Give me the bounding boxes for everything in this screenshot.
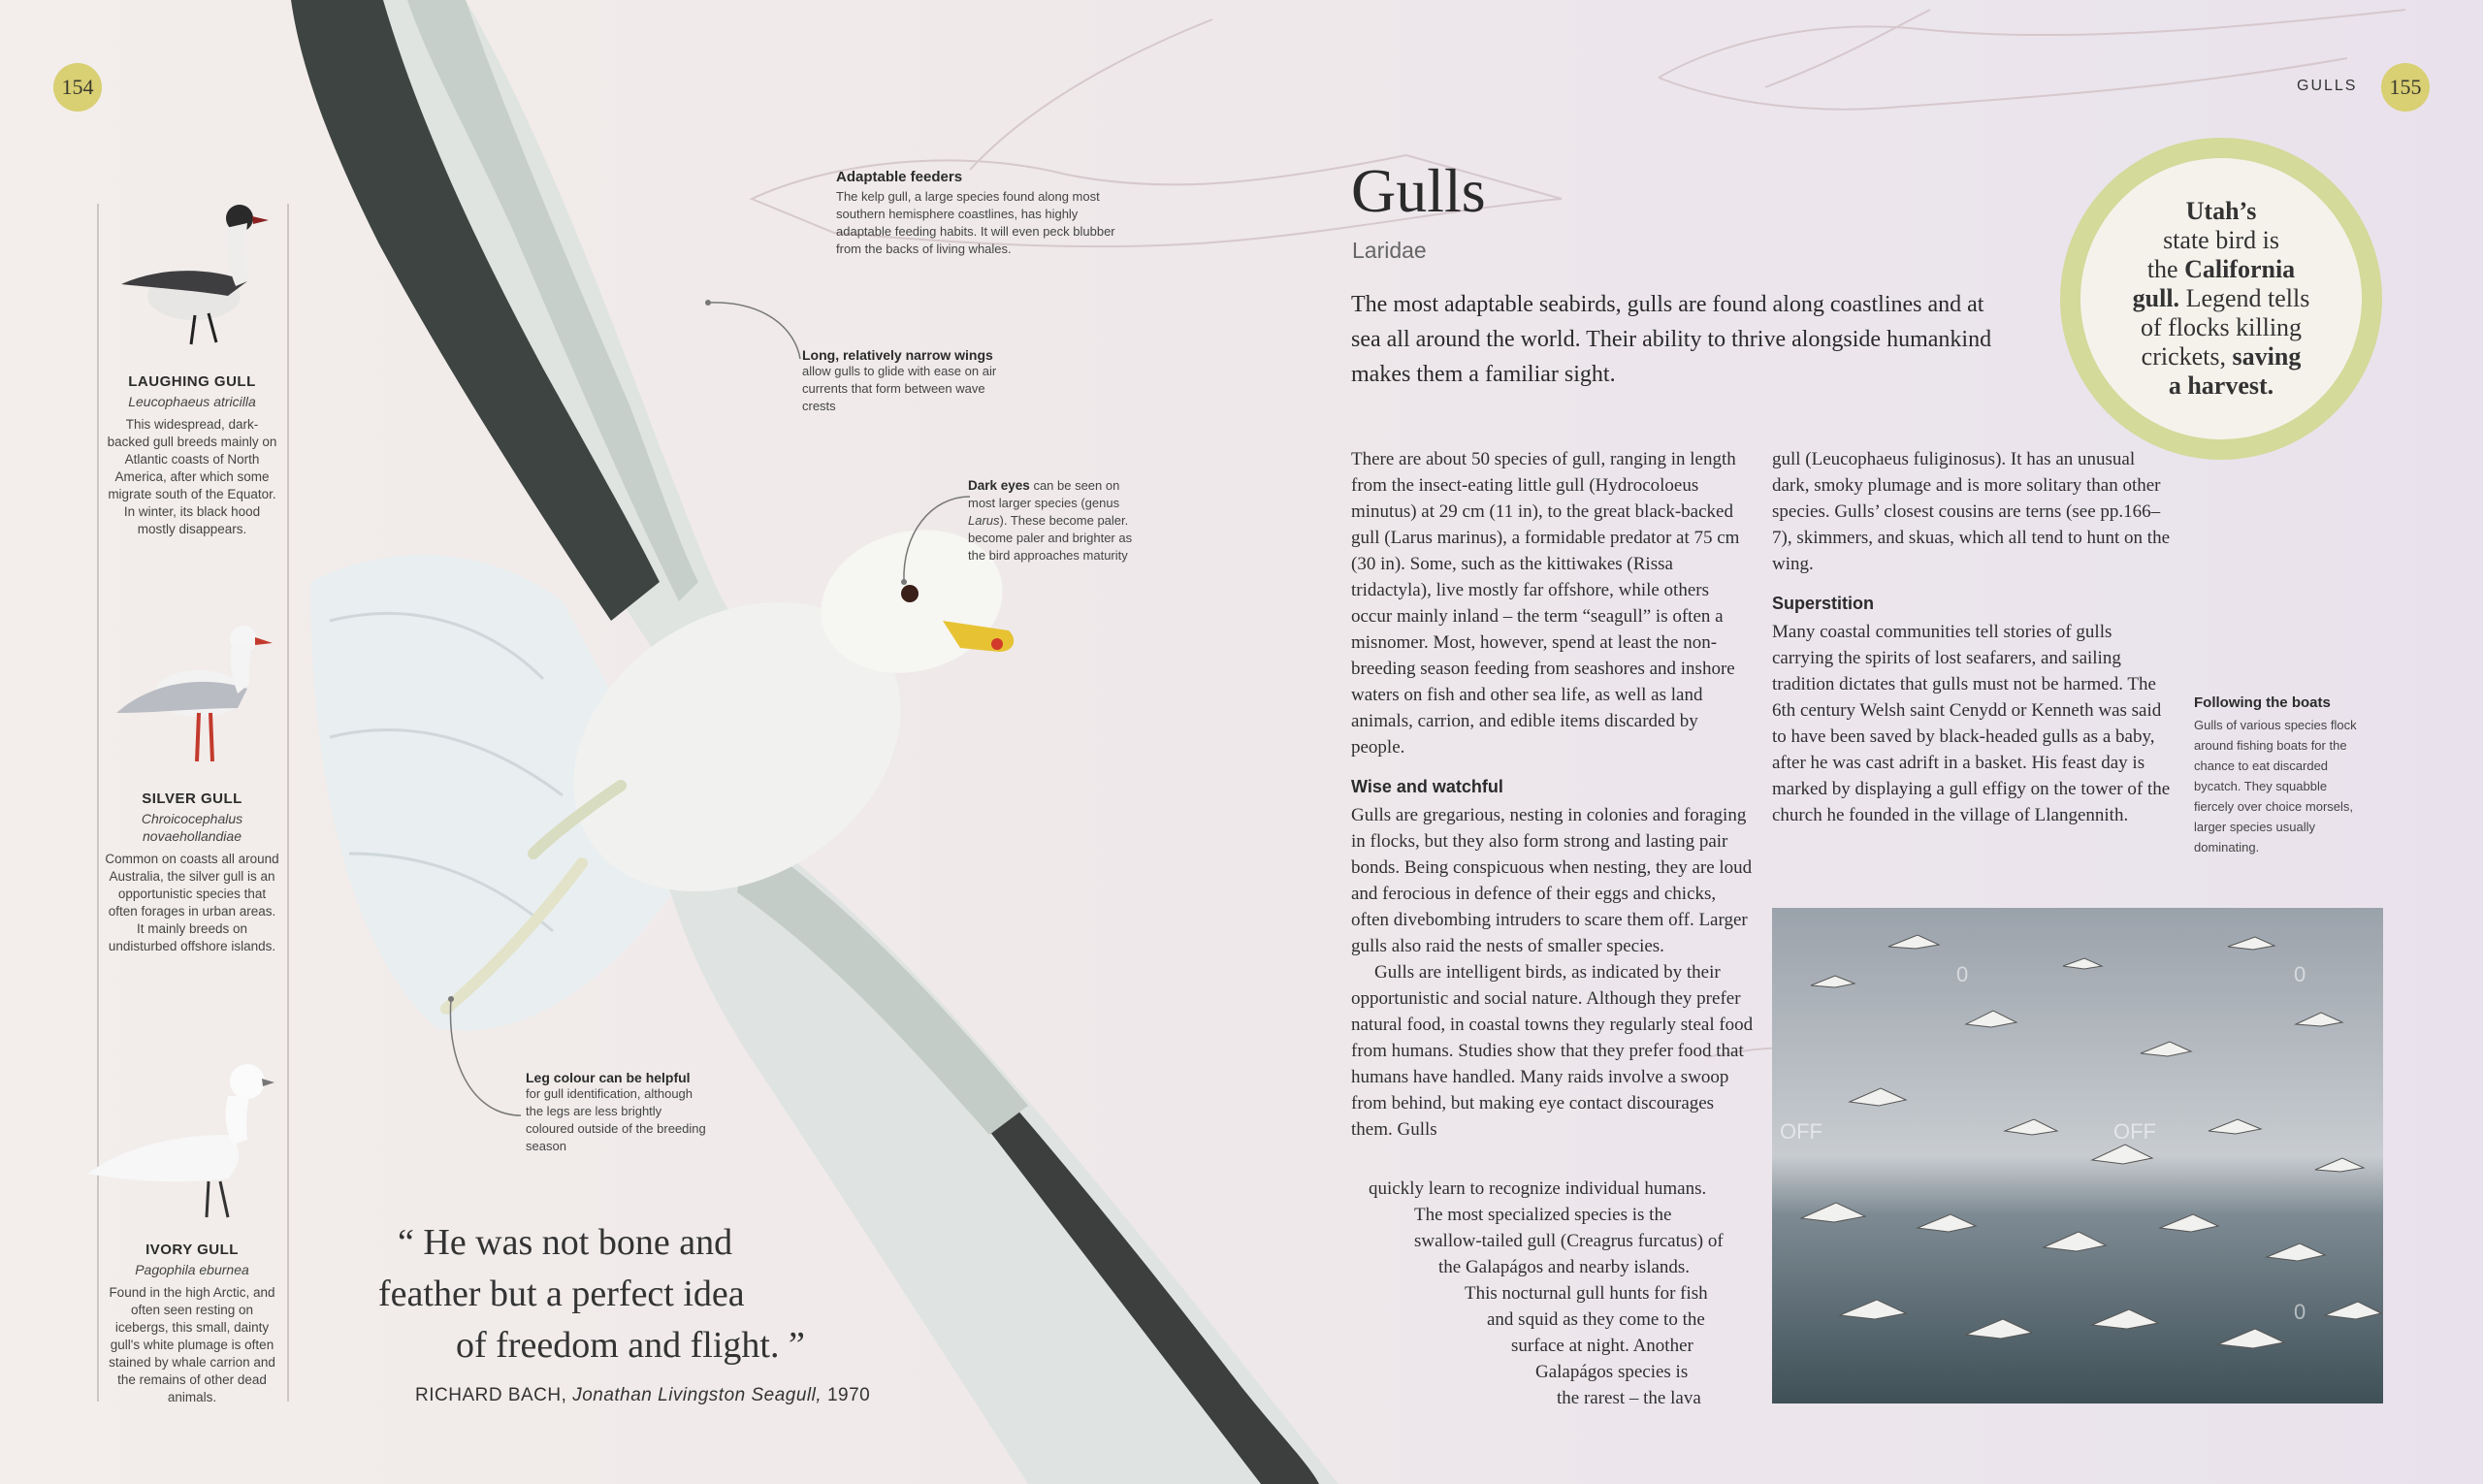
tail-line: This nocturnal gull hunts for fish [1465,1283,1708,1304]
callout-bold: California [2184,255,2296,283]
subhead-wise-watchful: Wise and watchful [1351,777,1503,796]
tail-line: Galapágos species is [1535,1362,1689,1382]
species-card-ivory-gull [105,1242,279,1406]
annotation-wings [802,347,1011,415]
callout-bold: a harvest. [2168,371,2274,400]
pull-quote [378,1217,921,1371]
callout-circle [2060,138,2382,460]
species-latin: Pagophila eburnea [135,1262,249,1277]
running-head: GULLS [2297,78,2358,94]
photo-watermark-off: OFF [1780,1119,1822,1144]
paragraph-3: Gulls are intelligent birds, as indicated by their opportunistic and social nature. Although they prefer natural food, in coastal towns they regularly steal food from humans. Studies show that they prefer food that humans have handled. Many raids involve a swoop from behind, but making eye contact discourages them. Gulls [1351,962,1754,1140]
callout-line: of flocks killing [2140,313,2303,341]
article-intro: The most adaptable seabirds, gulls are found along coastlines and at sea all around the world. Their ability to thrive alongside humankind makes them a familiar sight. [1351,292,1992,387]
quote-line-1 [378,1217,921,1269]
callout-line: state bird is [2163,226,2279,254]
annotation-adaptable-feeders [836,169,1132,258]
annotation-body: can be seen on most larger species (genus [968,478,1120,510]
annotation-dark-eyes [968,477,1138,565]
quote-author: RICHARD BACH, [415,1385,567,1405]
photo-watermark-zero: 0 [2294,962,2306,986]
quote-work: Jonathan Livingston Seagull, [572,1385,822,1405]
annotation-italic: Larus [968,513,1000,528]
annotation-body-end: ). These become paler. become paler and brighter as the bird approaches maturity [968,513,1133,563]
annotation-body: The kelp gull, a large species found along most southern hemisphere coastlines, has highly adaptable feeding habits. It will even peck blubber from the backs of living whales. [836,189,1115,256]
tail-line: the rarest – the lava [1557,1388,1701,1408]
callout-inner [2080,158,2362,439]
annotation-body: allow gulls to glide with ease on air currents that form between wave crests [802,364,997,413]
annotation-leg-colour [526,1070,710,1155]
callout-text [2110,197,2333,401]
species-name: IVORY GULL [145,1242,239,1258]
gull-flock-photo [1772,908,2383,1403]
species-description: This widespread, dark-backed gull breeds mainly on Atlantic coasts of North America, after which some migrate south of the Equator. In winter, its black hood mostly disappears. [107,417,277,536]
annotation-body: Gulls of various species flock around fishing boats for the chance to eat discarded bycatch. They squabble fiercely over choice morsels, larger species usually dominating. [2194,718,2357,855]
callout-line: crickets, [2141,342,2227,371]
callout-line: Legend tells [2185,284,2310,312]
tail-line: quickly learn to recognize individual humans. [1369,1178,1707,1199]
callout-line: the [2146,255,2178,283]
tail-line: The most specialized species is the [1414,1205,1672,1225]
callout-bold: saving [2232,342,2302,371]
quote-open-mark: “ [398,1222,414,1263]
tail-line: swallow-tailed gull (Creagrus furcatus) of [1414,1231,1724,1251]
photo-watermark-zero: 0 [1956,962,1969,986]
annotation-title: Dark eyes [968,478,1030,493]
annotation-title: Leg colour can be helpful [526,1070,691,1085]
right-page-number: 155 [2381,63,2430,112]
species-description: Found in the high Arctic, and often seen resting on icebergs, this small, dainty gull's white plumage is often stained by whale carrion and the remains of other dead animals. [109,1285,275,1404]
annotation-title: Long, relatively narrow wings [802,347,993,363]
annotation-body: for gull identification, although the legs are less brightly coloured outside of the breeding season [526,1086,706,1153]
annotation-following-boats [2194,694,2369,857]
tail-line: the Galapágos and nearby islands. [1438,1257,1691,1277]
quote-text: of freedom and flight. [456,1325,780,1366]
left-page-number: 154 [53,63,102,112]
subhead-superstition: Superstition [1772,594,1875,613]
annotation-title: Adaptable feeders [836,169,963,185]
quote-text: He was not bone and [423,1222,733,1263]
tail-line: and squid as they come to the [1487,1309,1705,1330]
article-column-1 [1351,446,1754,1143]
quote-line-2: feather but a perfect idea [378,1274,745,1314]
species-description: Common on coasts all around Australia, the silver gull is an opportunistic species that often forages in urban areas. It mainly breeds on undisturbed offshore islands. [105,852,279,953]
article-family: Laridae [1352,238,1427,263]
species-name: SILVER GULL [142,790,242,807]
quote-close-mark: ” [788,1325,805,1366]
quote-attribution [415,1385,870,1406]
paragraph-1: There are about 50 species of gull, ranging in length from the insect-eating little gull (Hydrocoloeus minutus) at 29 cm (11 in), to the great black-backed gull (Larus marinus), a formidable predator at 75 cm (30 in). Some, such as the kittiwakes (Rissa tridactyla), live mostly far offshore, while others occur mainly inland – the term “seagull” is often a misnomer. Most, however, spend at least the non-breeding season feeding from seashores and inshore waters on fish and other sea life, as well as land animals, carrion, and edible items discarded by people. [1351,449,1740,758]
quote-year: 1970 [826,1385,871,1405]
species-latin: Chroicocephalus novaehollandiae [141,811,243,844]
paragraph-4: gull (Leucophaeus fuliginosus). It has an unusual dark, smoky plumage and is more solitary than other species. Gulls’ closest cousins are terns (see pp.166–7), skimmers, and skuas, which all tend to hunt on the wing. [1772,449,2171,574]
photo-watermark-off: OFF [2113,1119,2156,1144]
paragraph-5: Many coastal communities tell stories of gulls carrying the spirits of lost seafarers, and sailing tradition dictates that gulls must not be harmed. The 6th century Welsh saint Cenydd or Kenneth was said to have been saved by black-headed gulls as a baby, after he was cast adrift in a basket. His feast day is marked by displaying a gull effigy on the tower of the church he founded in the village of Llangennith. [1772,622,2171,825]
paragraph-2: Gulls are gregarious, nesting in colonies and foraging in flocks, but they also form strong and lasting pair bonds. Being conspicuous when nesting, they are loud and ferocious in defence of their eggs and chicks, often divebombing intruders to scare them off. Larger gulls also raid the nests of smaller species. [1351,805,1753,956]
callout-bold: Utah’s [2185,197,2257,225]
article-column-2 [1772,446,2175,828]
species-name: LAUGHING GULL [128,373,256,390]
species-latin: Leucophaeus atricilla [128,394,256,409]
article-title: Gulls [1351,156,1486,225]
photo-watermark-zero: 0 [2294,1300,2306,1324]
tail-line: surface at night. Another [1511,1336,1693,1356]
quote-line-3 [378,1320,921,1371]
annotation-title: Following the boats [2194,694,2331,711]
callout-bold: gull. [2132,284,2180,312]
article-column-1-tail [1351,1176,1754,1411]
